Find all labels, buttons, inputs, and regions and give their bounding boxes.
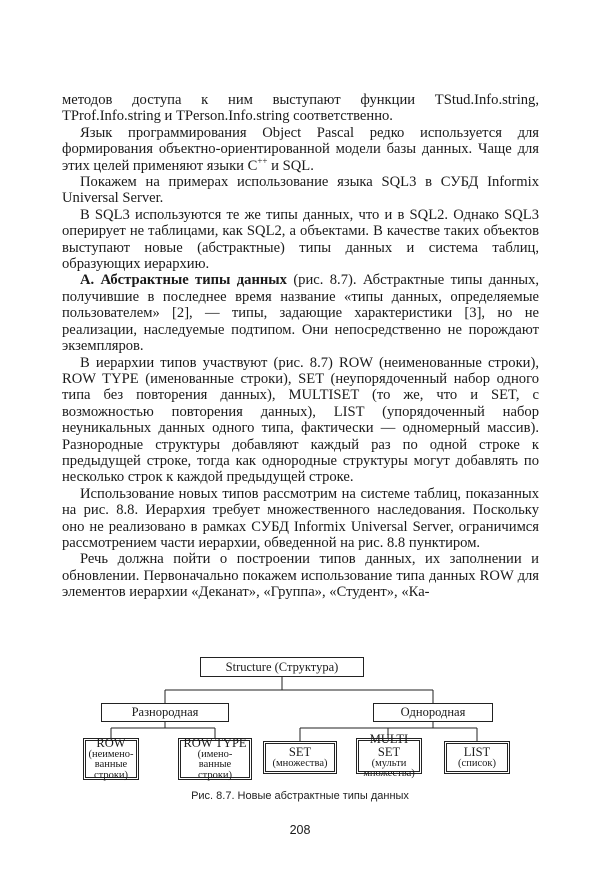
paragraph-2-text: Язык программирования Object Pascal редко используется для формирования объектно-ориентированной модели базы данных. Чаще для этих целей применяют языки С	[62, 124, 539, 174]
leaf-row-sub-1: (неимено-	[88, 748, 134, 760]
leaf-row-sub-2: ванные	[94, 759, 128, 771]
figure-caption: Рис. 8.7. Новые абстрактные типы данных	[191, 790, 409, 802]
leaf-row-sub-3: строки)	[93, 769, 129, 781]
paragraph-5-text: (рис. 8.7). Абстрактные типы данных, получившие в последнее время название «типы данных, определяемые пользователем» [2], — типы, задающие характеристики [3], но не реализации, наследуемые подтипом. Они непосредственно не порождают экземпляров.	[62, 272, 540, 355]
paragraph-1: методов доступа к ним выступают функции TStud.Info.string, TProf.Info.string и TPerson.Info.string соответственно.	[62, 92, 539, 125]
paragraph-2	[62, 125, 539, 174]
paragraph-3: Покажем на примерах использование языка SQL3 в СУБД Informix Universal Server.	[62, 174, 539, 207]
paragraph-5	[62, 272, 539, 354]
diagram-root-box	[200, 657, 364, 677]
leaf-set-box	[263, 741, 337, 774]
leaf-rowtype-box	[178, 735, 252, 781]
leaf-rowtype-sub-1: (имено-	[197, 748, 233, 760]
paragraph-7: Использование новых типов рассмотрим на системе таблиц, показанных на рис. 8.8. Иерархия требует множественного наследования. Поскольку оно не реализовано в рамках СУБД Informix Universal Server, ограничимся рассмотрением части иерархии, обведенной на рис. 8.8 пунктиром.	[62, 485, 539, 551]
page-number: 208	[289, 823, 311, 837]
leaf-rowtype-sub-2: ванные	[198, 759, 232, 771]
section-heading-a: А. Абстрактные типы данных	[80, 272, 287, 289]
hetero-box	[101, 703, 229, 722]
leaf-list-box	[444, 741, 510, 774]
leaf-multiset-sub-2: множества)	[363, 768, 415, 779]
leaf-row-box	[83, 735, 139, 781]
leaf-list-sub-1: (список)	[458, 757, 496, 769]
leaf-multiset-sub-1: (мульти	[371, 757, 407, 769]
homo-label: Однородная	[400, 705, 466, 719]
homo-box	[373, 703, 493, 722]
body-text	[62, 92, 539, 601]
root-label: Structure (Структура)	[225, 659, 339, 674]
leaf-rowtype-title: ROW TYPE	[183, 735, 247, 750]
leaf-multiset-title: MULTI SET	[369, 731, 409, 759]
leaf-multiset-box	[356, 731, 422, 779]
leaf-row-title: ROW	[96, 735, 126, 750]
paragraph-2-tail: и SQL.	[267, 157, 314, 174]
leaf-rowtype-sub-3: строки)	[197, 769, 233, 781]
hetero-label: Разнородная	[131, 705, 199, 719]
paragraph-6: В иерархии типов участвуют (рис. 8.7) ROW (неименованные строки), ROW TYPE (именованные строки), SET (неупорядоченный набор одного типа без повторения данных), MULTISET (то же, что и SET, с возможностью повторения данных), LIST (упорядоченный набор неуникальных данных одного типа, фактически — одномерный массив). Разнородные структуры добавляют каждый раз по одной строке к предыдущей строке, тогда как однородные структуры могут добавлять по несколько строк к каждой предыдущей строке.	[62, 354, 539, 486]
leaf-set-sub-1: (множества)	[272, 757, 328, 769]
paragraph-4: В SQL3 используются те же типы данных, что и в SQL2. Однако SQL3 оперирует не таблицами, как SQL2, а объектами. В качестве таких объектов выступают новые (абстрактные) типы данных и система таблиц, образующих иерархию.	[62, 206, 539, 273]
leaf-set-title: SET	[288, 744, 312, 759]
superscript-plus: ++	[257, 155, 268, 166]
paragraph-8: Речь должна пойти о построении типов данных, их заполнении и обновлении. Первоначально покажем использование типа данных ROW для элементов иерархии «Деканат», «Группа», «Студент», «Ка-	[62, 551, 539, 601]
leaf-list-title: LIST	[463, 744, 491, 759]
